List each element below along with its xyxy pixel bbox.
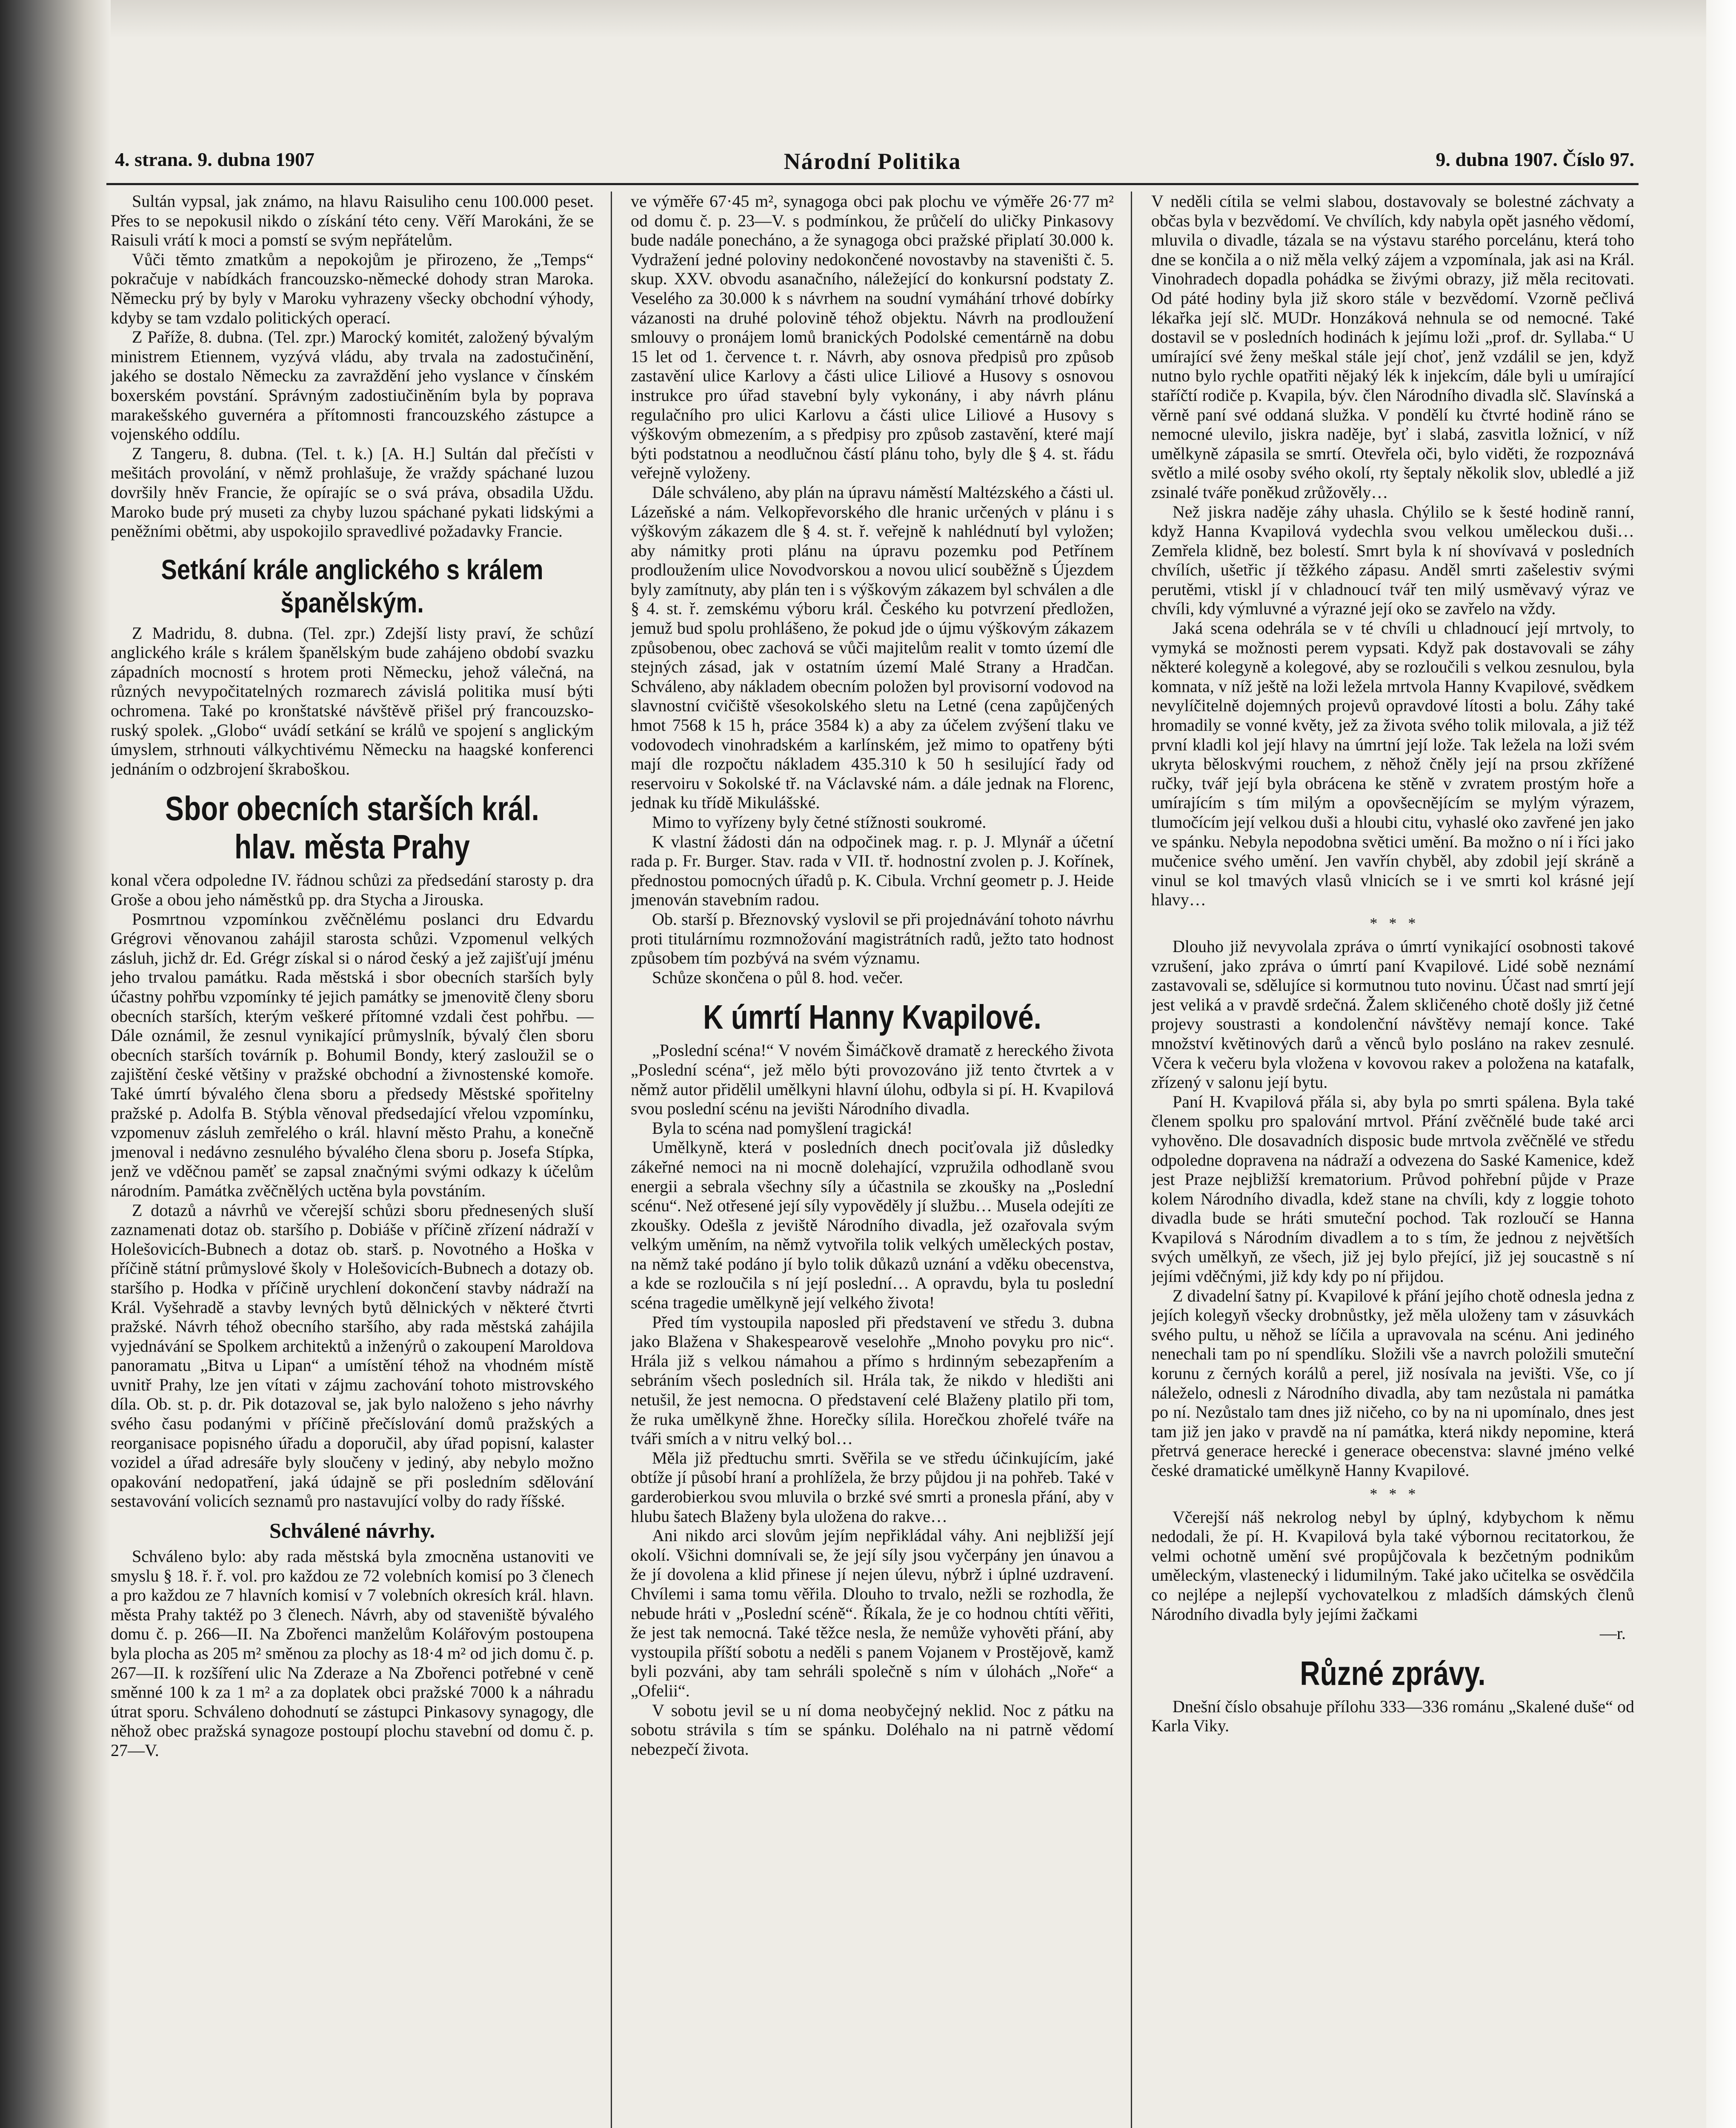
article-heading: K úmrtí Hanny Kvapilové. [703,998,1041,1036]
paragraph: Jaká scena odehrála se v té chvíli u chladnoucí její mrtvoly, to vymyká se možnosti perem vypsati. Když pak dostavovali se záhy některé kolegyně a kolegové, aby se rozloučili s velkou zesnulou, byla komnata, v níž ještě na loži ležela mrtvola Hanny Kvapilové, svědkem nevylíčitelně dojemných projevů opravdové lítosti a bolu. Záhy také hromadily se vonné květy, jež za života svého tolik milovala, a již též první kladli kol její hlavy na úmrtní její lože. Tak ležela na loži svém ukryta běloskvými rouchem, z něhož čněly její na prsou zkřížené ručky, tvář její byla obrácena ke stěně v zvratem prostým hoře a umírajícím s tím milým a opovšecnějícím se mylým výrazem, tlumočícím její velkou duši a hloubi citu, vyhaslé oko zavřené jen jako ve spánku. Nebyla nepodobna světici umění. Ba možno o ní i říci jako mučenice svého umění. Jen vavřín chyběl, aby zdobil její skráně a vinul se kol tmavých vlasů vlnicích se i ve smrti kol krásné její hlavy… [1151,618,1634,910]
column-3 [1151,192,1634,2128]
paragraph: „Poslední scéna!“ V novém Šimáčkově dramatě z hereckého života „Poslední scéna“, jež mělo býti provozováno již tento čtvrtek a v němž autor přidělil umělkyni hlavní úlohu, odbyla si pí. H. Kvapilová svou poslední scénu na jevišti Národního divadla. [631,1041,1114,1118]
paragraph: Schůze skončena o půl 8. hod. večer. [652,967,903,987]
header-page-date: 4. strana. 9. dubna 1907 [115,149,315,170]
paragraph: Mimo to vyřízeny byly četné stížnosti soukromé. [652,812,987,832]
paragraph: V neděli cítila se velmi slabou, dostavovaly se bolestné záchvaty a občas byla v bezvědomí. Ve chvílích, kdy nabyla opět jasného vědomí, mluvila o divadle, tázala se na výstavu starého porcelánu, která toho dne se končila a o niž měla velký zájem a vzpomínala, jak asi na Král. Vinohradech dopadla pohádka se živými obrazy, již měla recitovati. Od páté hodiny byla již skoro stále v bezvědomí. Vzorně pečlivá lékařka její slč. MUDr. Honzáková nehnula se od nemocné. Také dostavil se v posledních hodinách k jejímu loži „prof. dr. Syllaba.“ U umírající své ženy meškal stále její choť, jenž vzdálil se jen, když nutno bylo rychle opatřiti nějaký lék k injekcím, dále byli u umírající staříčtí rodiče p. Kvapila, býv. člen Národního divadla slč. Slavínská a věrně paní své oddaná služka. V pondělí ku čtvrté hodině ráno se nemocné ulevilo, jiskra naděje, byť i slabá, zasvitla ložnicí, v níž umělkyně zápasila se smrtí. Otevřela oči, bylo viděti, že rozpoznává světlo a milé osoby svého okolí, rty šeptaly několik slov, ubledlé a již zsinalé tváře poněkud zrůžověly… [1151,192,1634,502]
paragraph: Z dotazů a návrhů ve včerejší schůzi sboru přednesených sluší zaznamenati dotaz ob. staršího p. Dobiáše v příčině zřízení nádraží v Holešovicích-Bubnech a dotaz ob. starš. p. Novotného a Hoška v příčině státní průmyslové školy v Holešovicích-Bubnech a dotazy ob. staršího p. Hodka v příčině urychlení dokončení stavby nádraží na Král. Vyšehradě a stavby levných bytů dělnických v některé čtvrti pražské. Návrh téhož obecního staršího, aby rada městská zahájila vyjednávání se Spolkem architektů a inženýrů o zakoupení Maroldova panoramatu „Bitva u Lipan“ a umístění téhož na vhodném místě uvnitř Prahy, lze jen vítati v zájmu zachování tohoto mistrovského díla. Ob. st. p. dr. Pik dotazoval se, jak bylo naloženo s jeho návrhy svého času podanými v příčině přečíslování domů pražských a reorganisace popisného úřadu a doporučil, aby úřad popisní, kalaster vozidel a úřad adresáře byly sloučeny v jediný, aby nebylo možno opakování nedopatření, jaká údajně se při posledním sdělování sestavování volicích seznamů pro nastavující volby do rady říšské. [111,1200,594,1511]
paragraph: Umělkyně, která v posledních dnech pociťovala již důsledky zákeřné nemoci na ni mocně dolehající, vzpružila odhodlaně svou energii a sebrala všechny síly a účastnila se zkoušky na „Poslední scénu“. Než otřesené její síly vypověděly jí službu… Musela odejíti ze zkoušky. Odešla z jeviště Národního divadla, jež ozařovala svým velkým uměním, na němž vytvořila tolik velkých uměleckých postav, na němž také podáno jí bylo tolik důkazů uznání a vděku obecenstva, a kde se rozloučila s ní její poslední… A opravdu, byla tu poslední scéna tragedie umělkyně její velkého života! [631,1138,1114,1313]
paragraph: Vůči těmto zmatkům a nepokojům je přirozeno, že „Temps“ pokračuje v nabídkách francouzsko-německé dohody stran Maroka. Německu prý by byly v Maroku vyhrazeny všecky obchodní výhody, kdyby se tam vzdalo politických operací. [111,249,594,327]
column-1 [111,192,594,2128]
paragraph: ve výměře 67·45 m², synagoga obci pak plochu ve výměře 26·77 m² od domu č. p. 23—V. s podmínkou, že průčelí do uličky Pinkasovy bude nadále ponecháno, a že synagoga obci pražské připlatí 30.000 k. Vydražení jedné poloviny nedokončené novostavby na staveništi č. 5. skup. XXV. obvodu asanačního, náležející do konkursní podstaty Z. Veselého za 30.000 k s návrhem na soudní vymáhání trhové dobírky vázanosti na druhé polovině téhož objektu. Návrh na prodloužení smlouvy o pronájem lomů branických Podolské cementárně na dobu 15 let od 1. července t. r. Návrh, aby osnova předpisů pro způsob zastavění ulice Karlovy a části ulice Liliové a Husovy s osnovou instrukce pro úřad stavební byly vykonány, i aby návrh plánu regulačního pro ulici Karlovu a části ulice Liliové a Husovy s výškovým obmezením, a s předpisy pro způsob zastavění, které mají býti podstatnou a neodlučnou částí plánu toho, byly dle § 4. st. řádu veřejně vyloženy. [631,192,1114,483]
article-heading: Setkání krále anglického s králem španělským. [161,553,543,618]
scan-top-shadow [0,0,1736,38]
masthead-title: Národní Politika [784,149,961,174]
paragraph: Z Tangeru, 8. dubna. (Tel. t. k.) [A. H.] Sultán dal přečísti v mešitách provolání, v němž prohlašuje, že vraždy spáchané luzou dovršily hněv Francie, že opírajíc se o svá práva, obsadila Uždu. Maroko bude prý museti za chyby luzou spáchané pykati lidskými a peněžními obětmi, aby uspokojilo spravedlivé požadavky Francie. [111,443,594,541]
column-divider [611,192,612,2128]
paragraph: Ani nikdo arci slovům jejím nepřikládal váhy. Ani nejbližší její okolí. Všichni domnívali se, že její síly jsou vyčerpány jen únavou a že jí dovolena a klid přinese jí nejen úlevu, nýbrž i úplné uzdravení. Chvílemi i sama tomu věřila. Dlouho to trvalo, nežli se rozhodla, že nebude hráti v „Poslední scéně“. Říkala, že je co hodnou chtíti věřiti, že jest tak nemocná. Také těžce nesla, že nemůže vyhověti přání, aby vystoupila příští sobotu a neděli s panem Vojanem v Prostějově, kamž byli pozváni, aby tam sehráli společně s ním v úlohách „Noře“ a „Ofelii“. [631,1526,1114,1700]
paragraph: Z Paříže, 8. dubna. (Tel. zpr.) Marocký komitét, založený bývalým ministrem Etiennem, vyzývá vládu, aby trvala na zadostučinění, jakého se dostalo Německu za zavraždění jeho vyslance v čínském boxerském povstání. Správným zadostiučiněním byla by poprava marakešského guvernéra a přítomnosti francouzského zástupce a vojenského oddílu. [111,327,594,444]
paragraph: Měla již předtuchu smrti. Svěřila se ve středu účinkujícím, jaké obtíže jí působí hraní a prohlížela, že brzy půjdou ji na pohřeb. Také v garderobierkou svou mluvila o brzké své smrti a pronesla přání, aby v hlubu šatech Blaženy byla uložena do rakve… [631,1448,1114,1526]
paragraph: Než jiskra naděje záhy uhasla. Chýlilo se k šesté hodině ranní, když Hanna Kvapilová vydechla svou velkou uměleckou duši… Zemřela klidně, bez bolestí. Smrt byla k ní shovívavá v posledních chvílích, ušetřic jí těžkého zápasu. Anděl smrti zašelestiv svými perutěmi, vtiskl jí v chladnoucí tvář ten milý usměvavý výraz ve chvíli, kdy výmluvné a výrazné její oko se zavřelo na vždy. [1151,502,1634,618]
paragraph: Z Madridu, 8. dubna. (Tel. zpr.) Zdejší listy praví, že schůzí anglického krále s králem španělským bude zahájeno období svazku západních mocností s hrotem proti Německu, jehož válečná, na různých nevypočitatelných rozmarech závislá politika musí býti ochromena. Také po kronštatské návštěvě přišel prý francouzsko-ruský spolek. „Globo“ uvádí setkání se králů ve spojení s anglickým úmyslem, strhnouti válkychtivému Německu na haagské konferenci jednáním o odzbrojení škraboškou. [111,623,594,778]
paragraph: Schváleno bylo: aby rada městská byla zmocněna ustanoviti ve smyslu § 18. ř. ř. vol. pro každou ze 72 volebních komisí po 3 členech a pro každou ze 7 hlavních komisí v 7 volebních okresích král. hlavn. města Prahy taktéž po 3 členech. Návrh, aby od staveniště bývalého domu č. p. 266—II. Na Zbořenci manželům Kolářovým postoupena byla plocha as 205 m² směnou za plochy as 18·4 m² od jich domu č. p. 267—II. k rozšíření ulic Na Zderaze a Na Zbořenci potřebné v ceně směnné 100 k za 1 m² a za doplatek obci pražské 7000 k a náhradu útrat sporu. Schváleno dohodnutí se zástupci Pinkasovy synagogy, dle něhož obec pražská synagoze postoupí plochu stavební od domu č. p. 27—V. [111,1547,594,1760]
article-columns [106,192,1639,2128]
column-divider [1131,192,1132,2128]
header-issue-number: 9. dubna 1907. Číslo 97. [1436,149,1634,170]
paragraph: Dlouho již nevyvolala zpráva o úmrtí vynikající osobnosti takové vzrušení, jako zpráva o úmrtí paní Kvapilové. Lidé sobě neznámí zastavovali se, sdělujíce si kormutnou tuto novinu. Účast nad smrtí její jest veliká a v pravdě srdečná. Žalem skličeného chotě došly již četné projevy soustrasti a kondolenční návštěvy nemají konce. Také množství květinových darů a věnců bylo posláno na rakev zesnulé. Včera k večeru byla vložena v kovovou rakev a položena na katafalk, zřízený v salonu její bytu. [1151,936,1634,1092]
paragraph: Ob. starší p. Březnovský vyslovil se při projednávání tohoto návrhu proti titulárnímu rozmnožování magistrátních radů, ježto tato hodnost způsobem tím pozbývá na svém významu. [631,909,1114,968]
section-separator-icon: * * * [1370,914,1416,932]
paragraph: Sultán vypsal, jak známo, na hlavu Raisuliho cenu 100.000 peset. Přes to se nepokusil nikdo o získání této ceny. Věří Marokáni, že se Raisuli vrátí k moci a pomstí se svým nepřátelům. [111,192,594,250]
article-heading: Sbor obecních starších král. hlav. města Prahy [165,789,539,866]
paragraph: Posmrtnou vzpomínkou zvěčnělému poslanci dru Edvardu Grégrovi věnovanou zahájil starosta schůzi. Vzpomenul velkých zásluh, jichž dr. Ed. Grégr získal si o národ český a jež zajišťují jménu jeho trvalou památku. Rada městská i sbor obecních starších byly účastny pohřbu vzpomínky té jejich památky se jmenovitě členy sboru obecních starších, kterým veškeré přítomné vzdali čest pohřbu. — Dále oznámil, že zesnul vynikající průmyslník, bývalý člen sboru obecních starších továrník p. Bohumil Bondy, který zasloužil se o zajištění české většiny v pražské obchodní a živnostenské komoře. Také úmrtí bývalého člena sboru a předsedy Městské spořitelny pražské p. Adolfa B. Stýbla věnoval předsedající vřelou vzpomínku, vzpomenuv zásluh zemřelého o král. hlavní město Prahu, a konečně jmenoval i nedávno zesnulého bývalého člena sboru p. Josefa Stípka, jenž ve vděčnou paměť se zapsal značnými svými odkazy k účelům národním. Památka zvěčnělých uctěna byla povstáním. [111,909,594,1200]
paragraph: V sobotu jevil se u ní doma neobyčejný neklid. Noc z pátku na sobotu strávila s tím se spánku. Doléhalo na ni patrně vědomí nebezpečí života. [631,1700,1114,1759]
paragraph: konal včera odpoledne IV. řádnou schůzi za předsedání starosty p. dra Groše a obou jeho náměstků pp. dra Stycha a Jirouska. [111,870,594,910]
page-header [106,140,1639,185]
paragraph: Včerejší náš nekrolog nebyl by úplný, kdybychom k němu nedodali, že pí. H. Kvapilová byla také výbornou recitatorkou, že velmi ochotně umění své propůjčovala k bezčetným podnikům uměleckým, vlastenecký i lidumilným. Také jako učitelka se osvědčila co nejlépe a nejlepší vychovatelkou z mladších dámských členů Národního divadla byly jejími žačkami [1151,1507,1634,1624]
section-subheading: Schválené návrhy. [269,1519,435,1543]
paragraph: Dále schváleno, aby plán na úpravu náměstí Maltézského a části ul. Lázeňské a nám. Velkopřevorského dle hranic určených v plánu i s výškovým zákazem dle § 4. st. ř. veřejně k nahlédnutí byl vyložen; aby námitky proti plánu na úpravu pozemku pod Petřínem prodloužením ulice Novodvorskou a novou ulicí souběžně s Újezdem byly zamítnuty, aby plán ten i s výškovým zákazem byl schválen a dle § 4. st. ř. zemskému výboru král. Českého ku potvrzení předložen, jemuž bud spolu prohlášeno, že pokud jde o újmu výškovým zákazem způsobenou, obec zachová se vůči majitelům realit v tomto území dle stejných zásad, jak v ostatním území Malé Strany a Hradčan. Schváleno, aby nákladem obecním položen byl provisorní vodovod na slavnostní cvičiště všesokolského sletu na Letné (cena zapůjčených hmot 7568 k 15 h, práce 3584 k) a aby za účelem zvýšení tlaku ve vodovodech vinohradském a karlínském, jež mimo to opatřeny býti mají dle rozpočtu nákladem 435.310 k 50 h sesilující řady od reservoiru v Sokolské tř. na Václavské nám. a dále jednak na Florenc, jednak ku třídě Mikulášské. [631,482,1114,812]
section-separator-icon: * * * [1370,1485,1416,1502]
scan-right-edge [1706,0,1736,2128]
paragraph: Před tím vystoupila naposled při představení ve středu 3. dubna jako Blažena v Shakespearově veselohře „Mnoho povyku pro nic“. Hrála již s velkou námahou a přímo s hrdinným sebezapřením a sebráním všech posledních sil. Hrála tak, že nikdo v hledišti ani netušil, že jest nemocna. O představení celé Blaženy platilo při tom, že ruka umělkyně žhne. Horečky sílila. Horečkou zhořelé tváře na tváři smích a v nitru velký bol… [631,1312,1114,1448]
paragraph: K vlastní žádosti dán na odpočinek mag. r. p. J. Mlynář a účetní rada p. Fr. Burger. Stav. rada v VII. tř. hodnostní zvolen p. J. Kořínek, přednostou pomocných úřadů p. K. Cibula. Vrchní geometr p. J. Heide jmenován stavebním radou. [631,832,1114,910]
paragraph: Dnešní číslo obsahuje přílohu 333—336 románu „Skalené duše“ od Karla Viky. [1151,1696,1634,1736]
scan-binding-shadow [0,0,111,2128]
paragraph: Z divadelní šatny pí. Kvapilové k přání jejího chotě odnesla jedna z jejích kolegyň všecky drobnůstky, jež měla uloženy tam v zásuvkách svého pultu, u něhož se líčila a upravovala na scénu. Ani jediného nenechali tam po ní spendlíku. Složili vše a navrch položili smuteční korunu z černých korálů a perel, již nosívala na jevišti. Vše, co jí náleželo, odnesli z Národního divadla, aby tam nezůstala ni památka po ní. Nezůstalo tam dnes již ničeho, co by na ni upomínalo, dnes jest tam již jen jako v pravdě na ní památka, která nikdy nepomine, která přetrvá generace herecké i generace obecenstva: slavné jméno velké české dramatické umělkyně Hanny Kvapilové. [1151,1286,1634,1480]
author-signature: —r. [1599,1624,1626,1643]
paragraph: Paní H. Kvapilová přála si, aby byla po smrti spálena. Byla také členem spolku pro spalování mrtvol. Přání zvěčnělé bude také arci vyhověno. Dle dosavadních disposic bude mrtvola zvěčnělé ve středu odpoledne dopravena na nádraží a odvezena do Saské Kamenice, kdež jest Praze nejbližší krematorium. Průvod pohřební půjde v Praze kolem Národního divadla, kdež stane na chvíli, kdy z loggie tohoto divadla bude se hráti smuteční pochod. Tak rozloučí se Hanna Kvapilová s Národním divadlem a to s tím, že jednou z největších svých umělkyň, ze všech, již jej bylo přející, již jej soucastně s ní jejími vděčnými, již kdy kdy po ní přijdou. [1151,1092,1634,1286]
paragraph: Byla to scéna nad pomyšlení tragická! [652,1118,913,1138]
newspaper-page [106,140,1639,2128]
column-2 [631,192,1114,2128]
article-heading: Různé zprávy. [1300,1654,1486,1692]
